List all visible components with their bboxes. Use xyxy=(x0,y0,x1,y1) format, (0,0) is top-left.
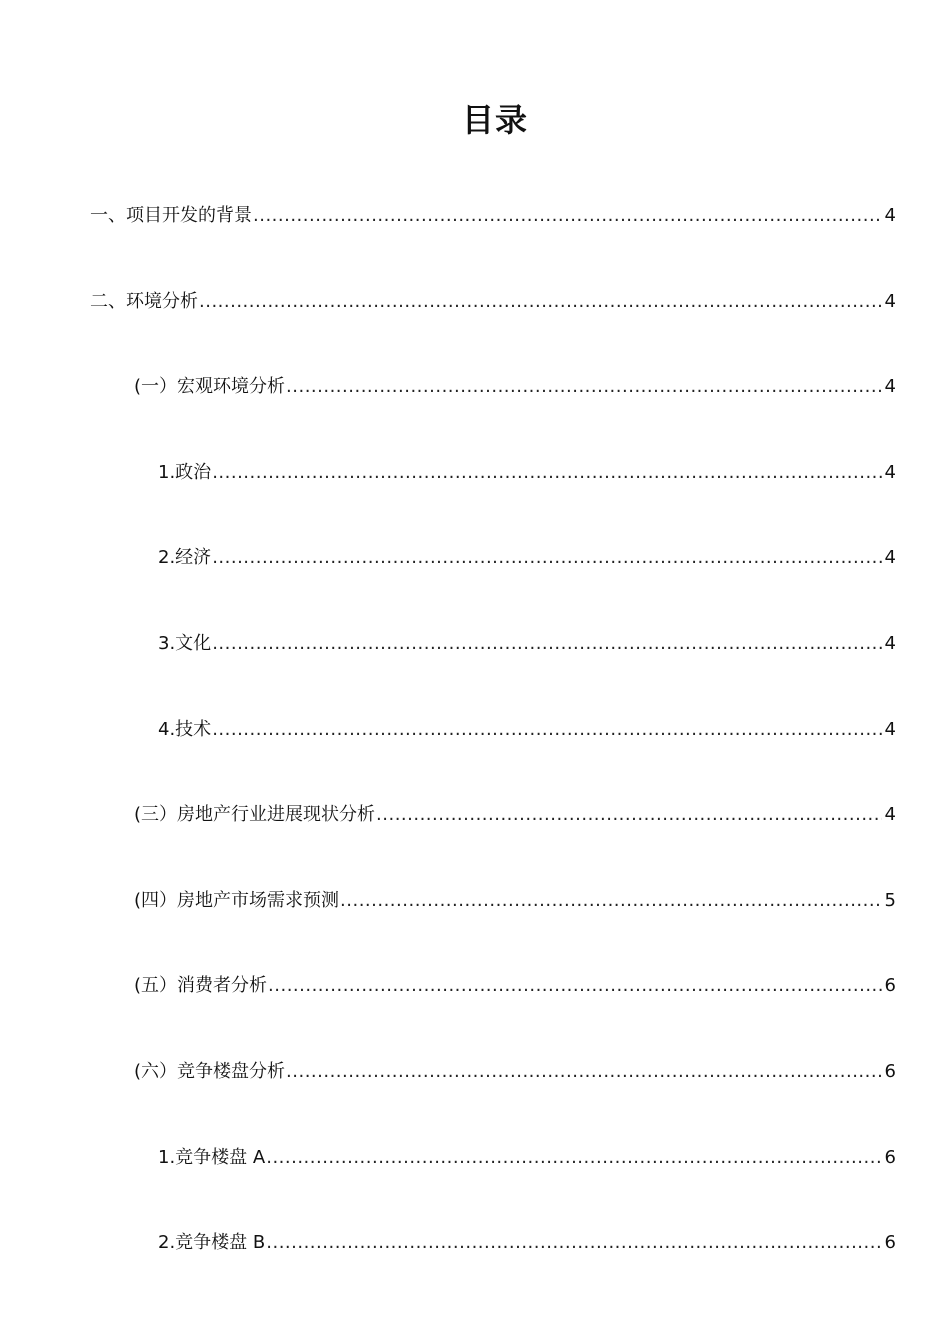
toc-entry-title: (四）房地产市场需求预测 xyxy=(134,889,340,911)
toc-entry-title: 2.竞争楼盘 B xyxy=(158,1232,266,1254)
page-title: 目录 xyxy=(461,101,528,139)
toc-page-number: 6 xyxy=(884,975,896,997)
toc-page-number: 5 xyxy=(884,889,896,911)
toc-entry-title: (一）宏观环境分析 xyxy=(134,376,286,398)
toc-entry[interactable] xyxy=(0,799,950,885)
toc-dot-leader xyxy=(266,1227,882,1259)
toc-page-number: 4 xyxy=(884,804,896,826)
toc-page-number: 4 xyxy=(884,718,896,740)
table-of-contents xyxy=(0,200,950,1313)
toc-entry-title: (五）消费者分析 xyxy=(134,975,268,997)
toc-entry-title: 4.技术 xyxy=(158,718,212,740)
toc-entry[interactable] xyxy=(0,714,950,800)
toc-entry[interactable] xyxy=(0,542,950,628)
toc-dot-leader xyxy=(212,457,882,489)
toc-entry[interactable] xyxy=(0,1056,950,1142)
toc-entry-title: (三）房地产行业进展现状分析 xyxy=(134,804,376,826)
toc-dot-leader xyxy=(340,885,882,917)
toc-entry-title: (六）竞争楼盘分析 xyxy=(134,1060,286,1082)
toc-dot-leader xyxy=(286,1056,882,1088)
toc-dot-leader xyxy=(212,628,882,660)
toc-page-number: 4 xyxy=(884,547,896,569)
toc-entry[interactable] xyxy=(0,457,950,543)
toc-entry[interactable] xyxy=(0,371,950,457)
toc-entry[interactable] xyxy=(0,885,950,971)
toc-entry[interactable] xyxy=(0,286,950,372)
toc-entry[interactable] xyxy=(0,970,950,1056)
toc-page-number: 6 xyxy=(884,1232,896,1254)
toc-page-number: 4 xyxy=(884,376,896,398)
toc-dot-leader xyxy=(376,799,882,831)
toc-entry-title: 一、项目开发的背景 xyxy=(90,205,252,226)
toc-page-number: 4 xyxy=(884,205,896,226)
toc-dot-leader xyxy=(212,542,882,574)
toc-page-number: 6 xyxy=(884,1146,896,1168)
toc-dot-leader xyxy=(253,200,882,232)
toc-entry[interactable] xyxy=(0,1227,950,1313)
toc-entry-title: 1.竞争楼盘 A xyxy=(158,1146,266,1168)
toc-entry[interactable] xyxy=(0,628,950,714)
toc-page-number: 6 xyxy=(884,1060,896,1082)
toc-entry[interactable] xyxy=(0,200,950,286)
toc-entry[interactable] xyxy=(0,1142,950,1228)
toc-entry-title: 二、环境分析 xyxy=(90,290,198,312)
toc-dot-leader xyxy=(212,714,882,746)
toc-entry-title: 1.政治 xyxy=(158,461,212,483)
toc-page-number: 4 xyxy=(884,290,896,312)
toc-dot-leader xyxy=(286,371,882,403)
toc-entry-title: 3.文化 xyxy=(158,632,212,654)
toc-page-number: 4 xyxy=(884,461,896,483)
toc-dot-leader xyxy=(268,970,882,1002)
toc-entry-title: 2.经济 xyxy=(158,547,212,569)
toc-dot-leader xyxy=(199,286,882,318)
toc-page-number: 4 xyxy=(884,632,896,654)
toc-dot-leader xyxy=(266,1142,882,1174)
